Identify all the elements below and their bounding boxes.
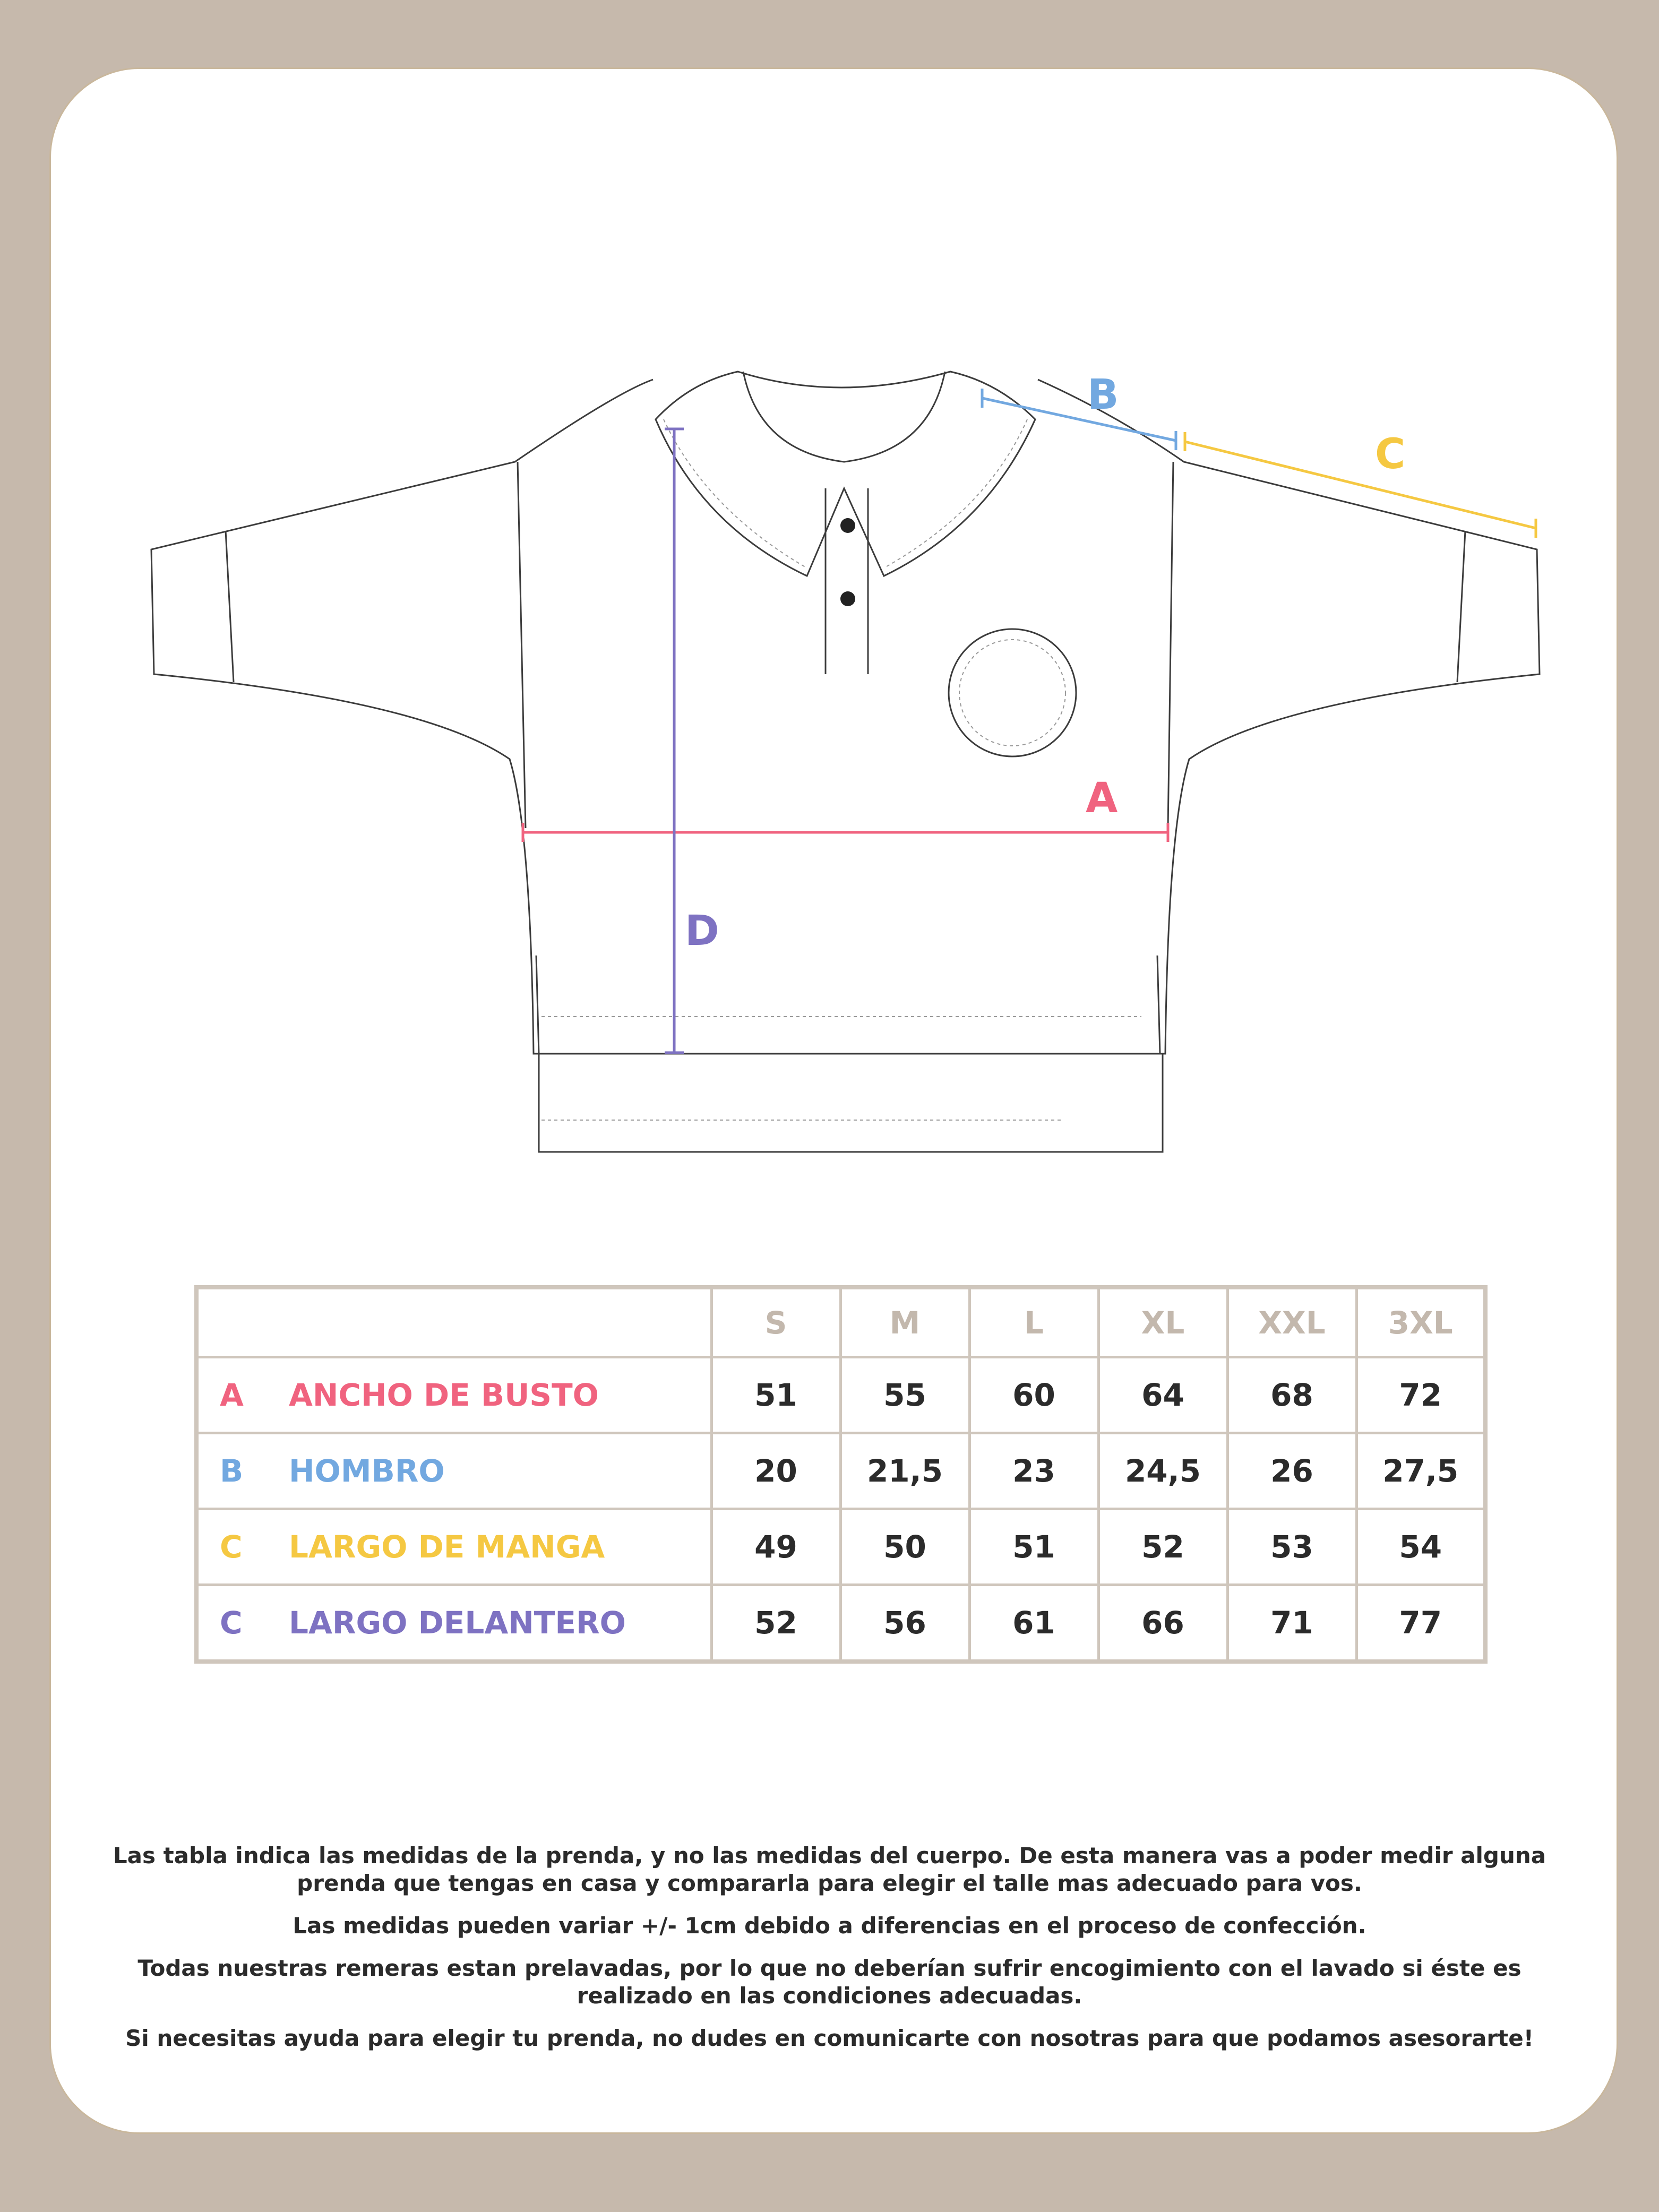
size-table <box>194 1285 1488 1664</box>
value-cell: 52 <box>1098 1509 1227 1585</box>
value-cell: 24,5 <box>1098 1433 1227 1509</box>
label-d: D <box>685 907 719 955</box>
note-measurements: Las tabla indica las medidas de la prenda, y no las medidas del cuerpo. De esta manera vas a poder medir alguna prenda que tengas en casa y compararla para elegir el talle mas adecuado para vos. <box>113 1843 1546 1896</box>
value-cell: 23 <box>969 1433 1098 1509</box>
size-header: XL <box>1098 1287 1227 1357</box>
table-row-largo-delantero <box>196 1585 1485 1662</box>
chest-patch <box>949 629 1076 756</box>
size-header: S <box>711 1287 840 1357</box>
value-cell: 64 <box>1098 1357 1227 1433</box>
label-c: C <box>1375 431 1406 478</box>
value-cell: 20 <box>711 1433 840 1509</box>
value-cell: 72 <box>1356 1357 1485 1433</box>
value-cell: 49 <box>711 1509 840 1585</box>
collar <box>656 372 1035 576</box>
note-tolerance: Las medidas pueden variar +/- 1cm debido a diferencias en el proceso de confección. <box>293 1913 1366 1939</box>
size-header-row <box>196 1287 1485 1357</box>
row-label: B HOMBRO <box>196 1433 711 1509</box>
value-cell: 27,5 <box>1356 1433 1485 1509</box>
size-header: 3XL <box>1356 1287 1485 1357</box>
value-cell: 61 <box>969 1585 1098 1662</box>
note-help: Si necesitas ayuda para elegir tu prenda, no dudes en comunicarte con nosotras para que podamos asesorarte! <box>125 2025 1534 2051</box>
row-label: C LARGO DE MANGA <box>196 1509 711 1585</box>
value-cell: 60 <box>969 1357 1098 1433</box>
value-cell: 55 <box>840 1357 969 1433</box>
value-cell: 66 <box>1098 1585 1227 1662</box>
header-empty-cell <box>196 1287 711 1357</box>
value-cell: 50 <box>840 1509 969 1585</box>
value-cell: 53 <box>1227 1509 1356 1585</box>
row-label: C LARGO DELANTERO <box>196 1585 711 1662</box>
size-header: XXL <box>1227 1287 1356 1357</box>
row-label: A ANCHO DE BUSTO <box>196 1357 711 1433</box>
value-cell: 52 <box>711 1585 840 1662</box>
size-header: L <box>969 1287 1098 1357</box>
value-cell: 26 <box>1227 1433 1356 1509</box>
label-a: A <box>1086 774 1118 822</box>
shirt-body-outline <box>151 380 1540 1054</box>
table-row-hombro <box>196 1433 1485 1509</box>
value-cell: 51 <box>969 1509 1098 1585</box>
value-cell: 54 <box>1356 1509 1485 1585</box>
note-prewashed: Todas nuestras remeras estan prelavadas, por lo que no deberían sufrir encogimiento con el lavado si éste es realizado en las condiciones adecuadas. <box>137 1955 1522 2009</box>
table-row-ancho-de-busto <box>196 1357 1485 1433</box>
table-row-largo-de-manga <box>196 1509 1485 1585</box>
value-cell: 71 <box>1227 1585 1356 1662</box>
size-header: M <box>840 1287 969 1357</box>
value-cell: 21,5 <box>840 1433 969 1509</box>
value-cell: 77 <box>1356 1585 1485 1662</box>
value-cell: 56 <box>840 1585 969 1662</box>
size-notes <box>90 1842 1569 2067</box>
value-cell: 51 <box>711 1357 840 1433</box>
value-cell: 68 <box>1227 1357 1356 1433</box>
label-b: B <box>1087 371 1119 419</box>
